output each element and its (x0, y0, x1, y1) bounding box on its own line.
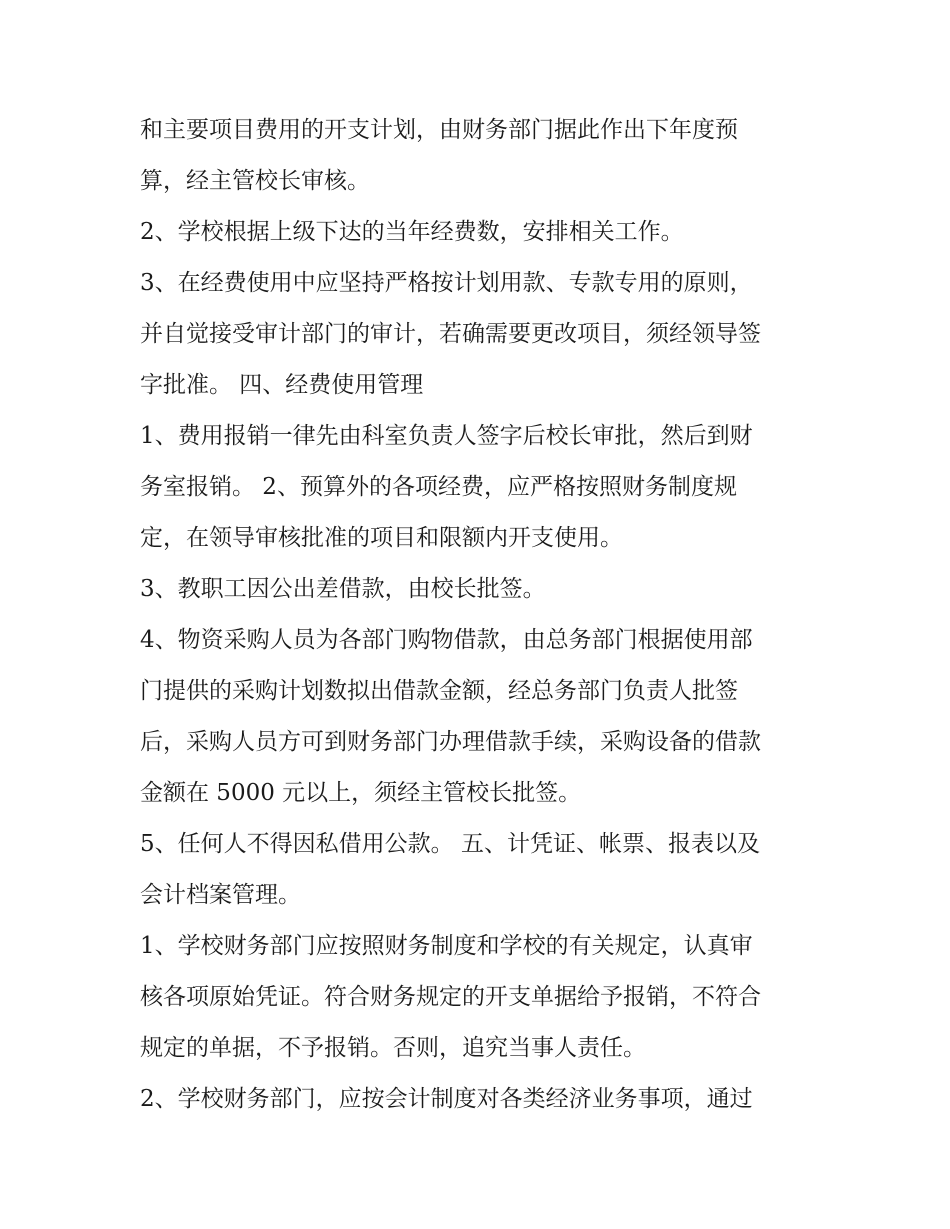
text-line: 会计档案管理。 (140, 882, 301, 908)
text-line: 门提供的采购计划数拟出借款金额，经总务部门负责人批签 (140, 678, 738, 704)
text-line: 3、在经费使用中应坚持严格按计划用款、专款专用的原则， (140, 270, 753, 296)
text-line: 5、任何人不得因私借用公款。 五、计凭证、帐票、报表以及 (140, 831, 760, 857)
text-line: 规定的单据，不予报销。否则，追究当事人责任。 (140, 1035, 646, 1061)
text-line: 务室报销。 2、预算外的各项经费，应严格按照财务制度规 (140, 474, 737, 500)
text-line: 4、物资采购人员为各部门购物借款，由总务部门根据使用部 (140, 627, 753, 653)
body-text (140, 105, 840, 1125)
text-line: 1、费用报销一律先由科室负责人签字后校长审批，然后到财 (140, 423, 753, 449)
text-line: 和主要项目费用的开支计划，由财务部门据此作出下年度预 (140, 117, 738, 143)
text-line: 核各项原始凭证。符合财务规定的开支单据给予报销，不符合 (140, 984, 761, 1010)
text-line: 2、学校根据上级下达的当年经费数，安排相关工作。 (140, 219, 684, 245)
text-line: 并自觉接受审计部门的审计，若确需要更改项目，须经领导签 (140, 321, 761, 347)
text-line: 金额在 5000 元以上，须经主管校长批签。 (140, 780, 582, 806)
text-line: 定，在领导审核批准的项目和限额内开支使用。 (140, 525, 623, 551)
text-line: 2、学校财务部门，应按会计制度对各类经济业务事项，通过 (140, 1086, 753, 1112)
text-line: 字批准。 四、经费使用管理 (140, 372, 424, 398)
text-line: 3、教职工因公出差借款，由校长批签。 (140, 576, 546, 602)
text-line: 后，采购人员方可到财务部门办理借款手续，采购设备的借款 (140, 729, 761, 755)
text-line: 1、学校财务部门应按照财务制度和学校的有关规定，认真审 (140, 933, 753, 959)
text-line: 算，经主管校长审核。 (140, 168, 370, 194)
